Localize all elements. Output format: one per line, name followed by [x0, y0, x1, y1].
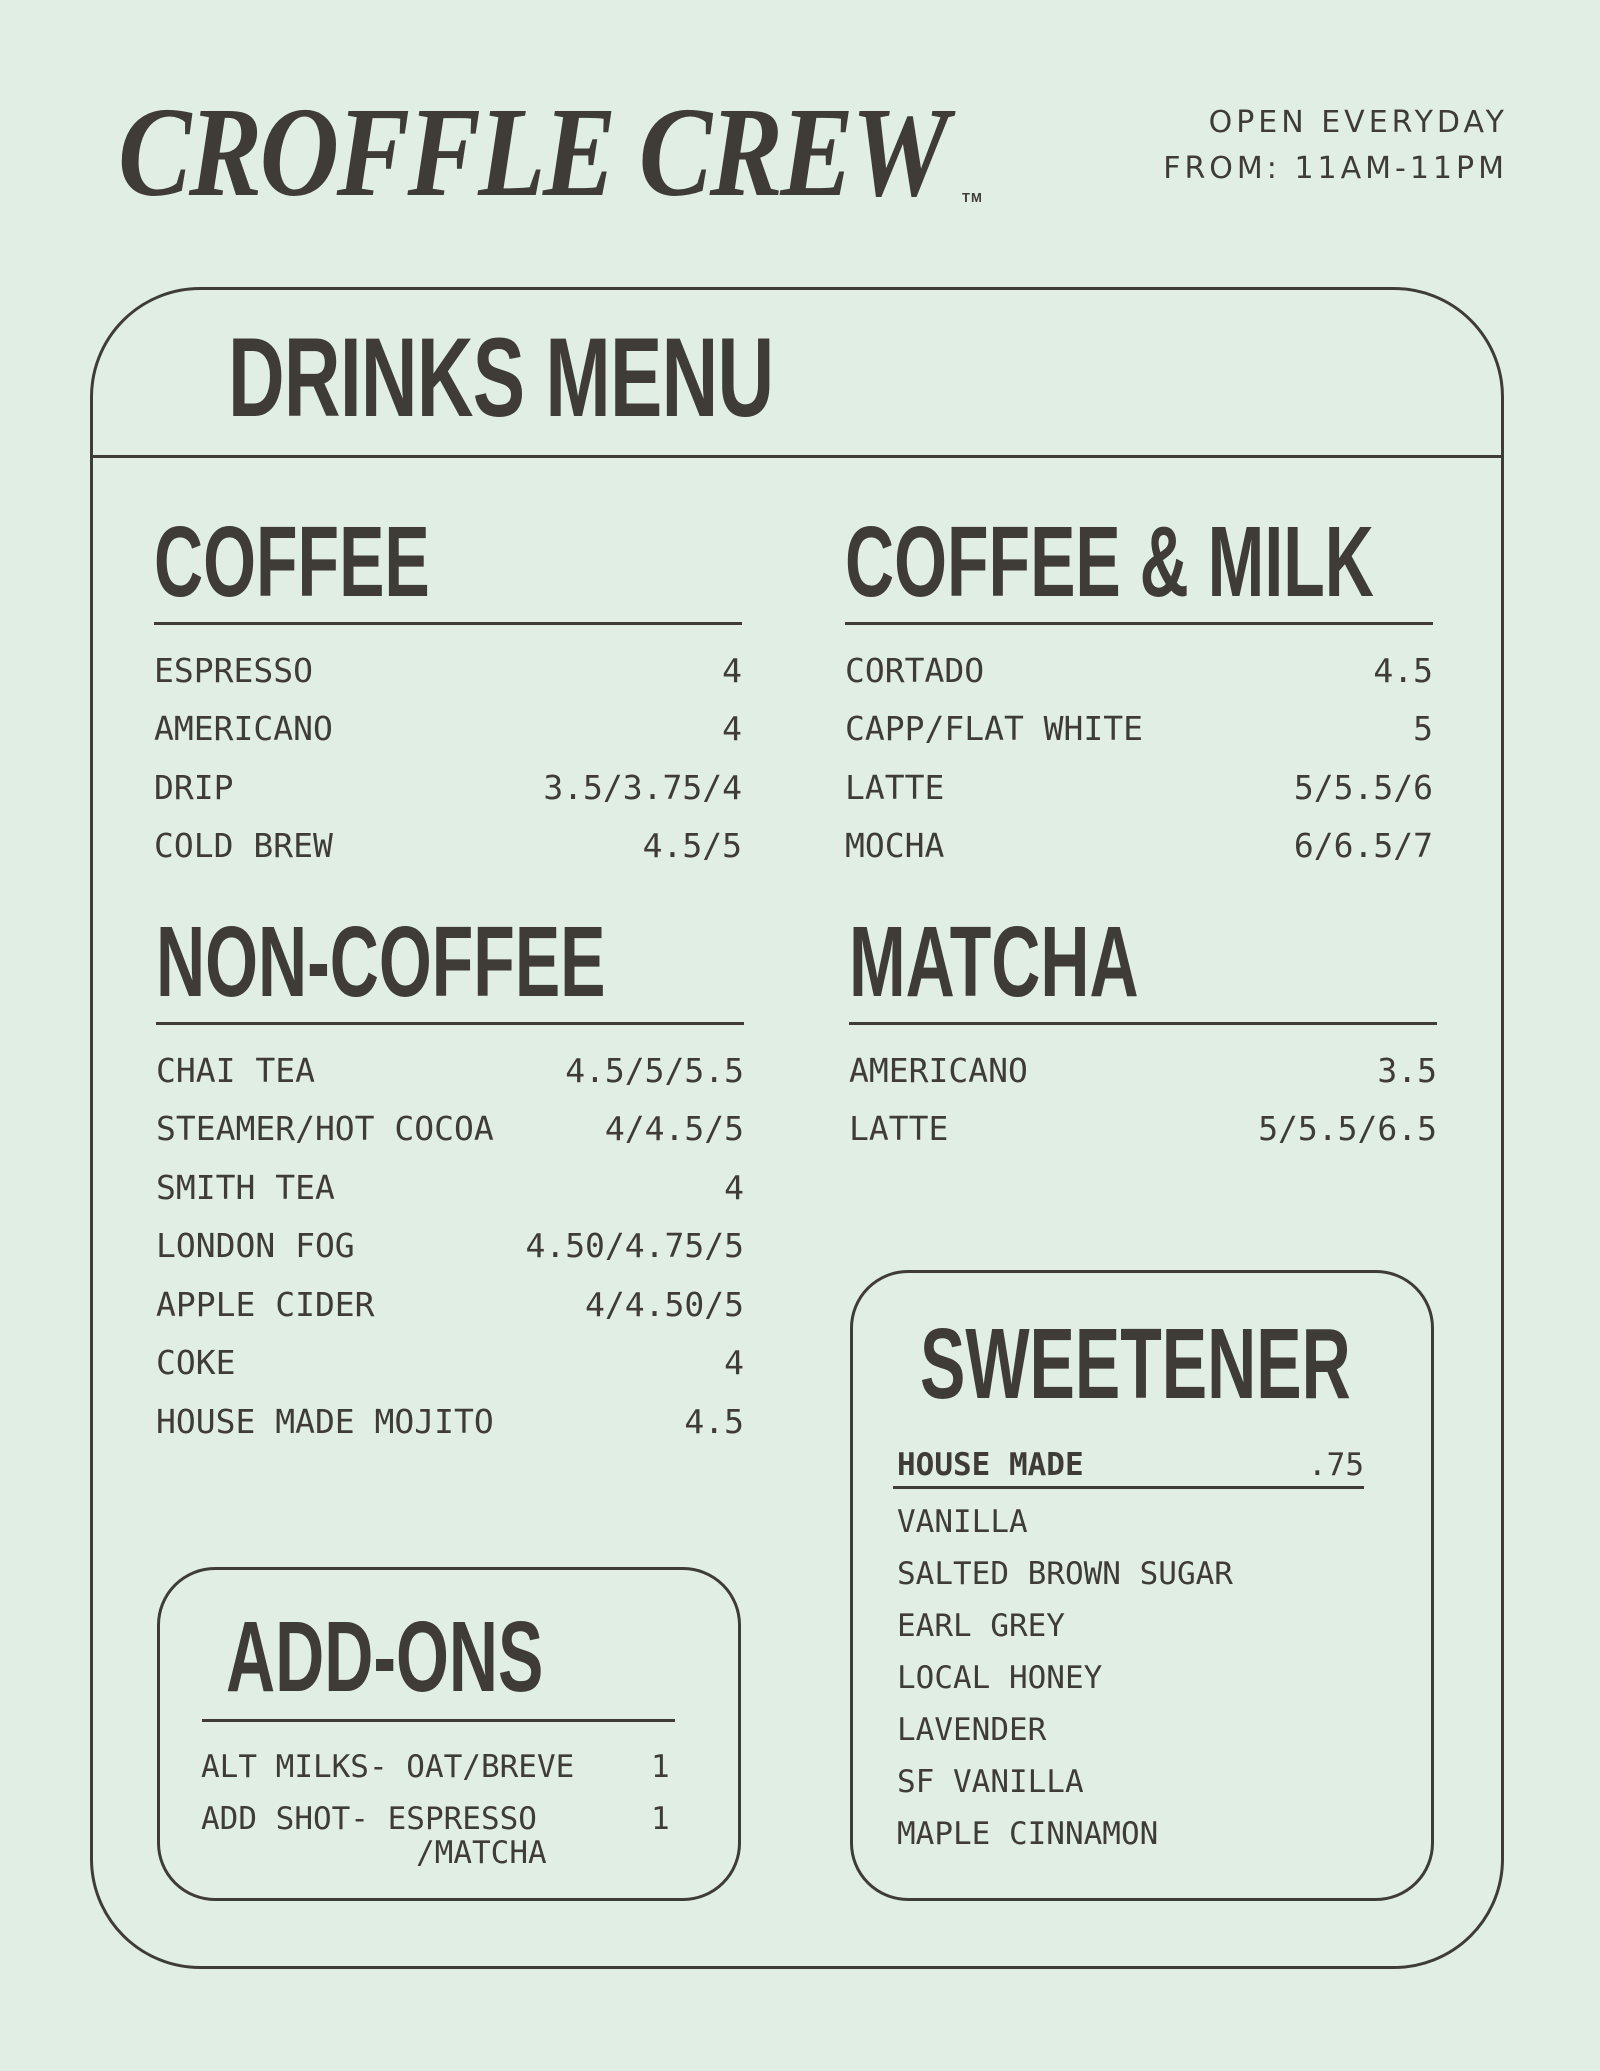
- item-price: 3.5/3.75/4: [543, 767, 742, 807]
- section-rule: [156, 1022, 744, 1025]
- sweetener-flavor: LOCAL HONEY: [897, 1660, 1103, 1696]
- item-name: LATTE: [845, 767, 945, 807]
- item-price: 4.50/4.75/5: [525, 1226, 744, 1266]
- item-price: 6/6.5/7: [1293, 826, 1433, 866]
- item-price: 4: [724, 1343, 744, 1383]
- section-rule: [849, 1022, 1437, 1025]
- sweetener-flavor: MAPLE CINNAMON: [897, 1816, 1159, 1852]
- addon-item-name: ALT MILKS- OAT/BREVE: [201, 1749, 575, 1785]
- sweetener-flavor: SF VANILLA: [897, 1764, 1084, 1800]
- item-name: DRIP: [154, 767, 234, 807]
- item-name: ESPRESSO: [154, 650, 313, 690]
- item-name: AMERICANO: [154, 709, 333, 749]
- item-name: CAPP/FLAT WHITE: [845, 709, 1144, 749]
- opening-hours: [1163, 100, 1508, 192]
- addon-item-price: 1: [651, 1801, 670, 1837]
- menu-item: [845, 758, 1433, 817]
- menu-item: [156, 1100, 744, 1159]
- item-price: 5/5.5/6.5: [1258, 1109, 1437, 1149]
- menu-item: [156, 1217, 744, 1276]
- item-list: [849, 1041, 1437, 1158]
- sweetener-rule: [893, 1486, 1364, 1489]
- menu-item: [156, 1041, 744, 1100]
- menu-item: [156, 1275, 744, 1334]
- sweetener-header-price: .75: [1308, 1447, 1364, 1483]
- menu-item: [845, 641, 1433, 700]
- addons-rule: [202, 1719, 675, 1722]
- sweetener-flavor: VANILLA: [897, 1504, 1028, 1540]
- addon-item-price: 1: [651, 1749, 670, 1785]
- item-name: LONDON FOG: [156, 1226, 355, 1266]
- hours-line-open: OPEN EVERYDAY: [1208, 105, 1508, 140]
- sweetener-header-label: HOUSE MADE: [897, 1447, 1084, 1483]
- item-name: COKE: [156, 1343, 236, 1383]
- section-title: NON-COFFEE: [156, 906, 606, 1018]
- item-name: APPLE CIDER: [156, 1284, 375, 1324]
- item-list: [156, 1041, 744, 1451]
- item-list: [845, 641, 1433, 875]
- section-title: COFFEE: [154, 506, 430, 618]
- menu-title-divider: [91, 455, 1503, 458]
- item-name: COLD BREW: [154, 826, 333, 866]
- section-coffee-milk: [845, 506, 1433, 875]
- item-name: MOCHA: [845, 826, 945, 866]
- item-price: 4.5/5: [642, 826, 742, 866]
- addon-item-name: ADD SHOT- ESPRESSO: [201, 1801, 537, 1837]
- menu-item: [845, 700, 1433, 759]
- item-price: 3.5: [1377, 1050, 1437, 1090]
- item-name: AMERICANO: [849, 1050, 1028, 1090]
- sweetener-flavor: SALTED BROWN SUGAR: [897, 1556, 1233, 1592]
- addon-item-name-line2: /MATCHA: [416, 1835, 547, 1871]
- item-price: 4/4.50/5: [585, 1284, 744, 1324]
- section-title: COFFEE & MILK: [845, 506, 1374, 618]
- item-price: 5/5.5/6: [1293, 767, 1433, 807]
- menu-title: DRINKS MENU: [228, 315, 774, 440]
- item-name: CORTADO: [845, 650, 985, 690]
- menu-item: [156, 1334, 744, 1393]
- sweetener-title: SWEETENER: [920, 1308, 1351, 1420]
- sweetener-flavor-list: [897, 1496, 1233, 1860]
- menu-item: [154, 641, 742, 700]
- item-price: 4: [722, 709, 742, 749]
- item-list: [154, 641, 742, 875]
- item-price: 4: [724, 1167, 744, 1207]
- section-coffee: [154, 506, 742, 875]
- menu-item: [845, 817, 1433, 876]
- menu-item: [156, 1158, 744, 1217]
- item-price: 4.5: [684, 1401, 744, 1441]
- sweetener-flavor: LAVENDER: [897, 1712, 1047, 1748]
- item-price: 4/4.5/5: [604, 1109, 744, 1149]
- section-title: MATCHA: [849, 906, 1139, 1018]
- menu-item: [849, 1041, 1437, 1100]
- item-price: 4: [722, 650, 742, 690]
- item-name: LATTE: [849, 1109, 949, 1149]
- item-price: 4.5/5/5.5: [565, 1050, 744, 1090]
- hours-line-time: FROM: 11AM-11PM: [1163, 151, 1508, 186]
- sweetener-flavor: EARL GREY: [897, 1608, 1065, 1644]
- item-name: HOUSE MADE MOJITO: [156, 1401, 494, 1441]
- menu-item: [849, 1100, 1437, 1159]
- section-rule: [154, 622, 742, 625]
- item-name: CHAI TEA: [156, 1050, 315, 1090]
- item-price: 4.5: [1373, 650, 1433, 690]
- menu-item: [154, 817, 742, 876]
- addons-title: ADD-ONS: [226, 1601, 544, 1713]
- section-matcha: [849, 906, 1437, 1158]
- trademark-mark: TM: [962, 190, 983, 205]
- section-non-coffee: [156, 906, 744, 1451]
- brand-logo: CROFFLE CREW: [118, 81, 947, 223]
- menu-item: [156, 1392, 744, 1451]
- item-name: STEAMER/HOT COCOA: [156, 1109, 494, 1149]
- menu-item: [154, 758, 742, 817]
- menu-item: [154, 700, 742, 759]
- item-price: 5: [1413, 709, 1433, 749]
- item-name: SMITH TEA: [156, 1167, 335, 1207]
- section-rule: [845, 622, 1433, 625]
